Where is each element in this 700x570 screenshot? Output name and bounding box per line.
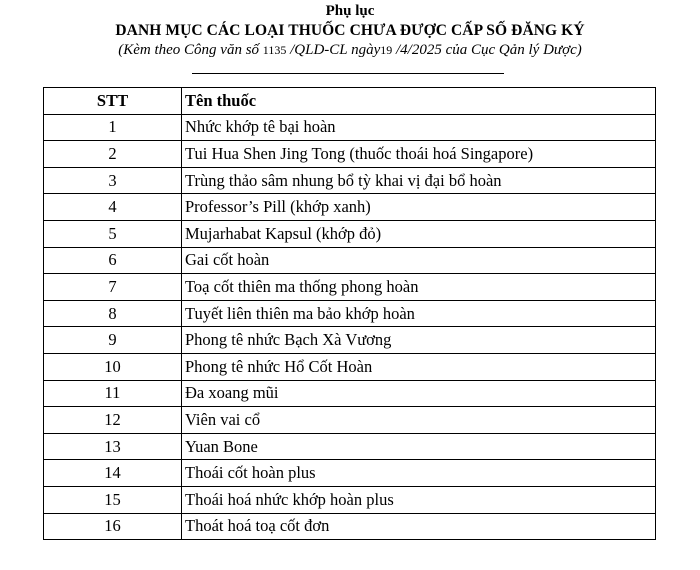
row-number: 14	[44, 460, 182, 487]
drug-name: Gai cốt hoàn	[182, 247, 656, 274]
row-number: 11	[44, 380, 182, 407]
row-number: 16	[44, 513, 182, 540]
document-number: 1135	[262, 43, 287, 57]
row-number: 9	[44, 327, 182, 354]
table-row	[44, 141, 656, 168]
row-number: 15	[44, 486, 182, 513]
table-row	[44, 353, 656, 380]
row-number: 10	[44, 353, 182, 380]
drug-name: Phong tê nhức Hổ Cốt Hoàn	[182, 353, 656, 380]
drug-name: Đa xoang mũi	[182, 380, 656, 407]
reference-subtitle	[0, 40, 700, 60]
row-number: 7	[44, 274, 182, 301]
row-number: 6	[44, 247, 182, 274]
drug-name: Toạ cốt thiên ma thống phong hoàn	[182, 274, 656, 301]
appendix-title: Phụ lục	[325, 3, 375, 19]
table-row	[44, 460, 656, 487]
drug-name: Yuan Bone	[182, 433, 656, 460]
drug-list-table	[43, 87, 656, 540]
drug-name: Thoái cốt hoàn plus	[182, 460, 656, 487]
table-row	[44, 167, 656, 194]
table-row	[44, 513, 656, 540]
column-header-stt: STT	[44, 88, 182, 115]
document-header	[0, 2, 700, 60]
row-number: 5	[44, 220, 182, 247]
table-row	[44, 407, 656, 434]
drug-name: Phong tê nhức Bạch Xà Vương	[182, 327, 656, 354]
drug-name: Mujarhabat Kapsul (khớp đỏ)	[182, 220, 656, 247]
row-number: 8	[44, 300, 182, 327]
table-row	[44, 220, 656, 247]
list-title: DANH MỤC CÁC LOẠI THUỐC CHƯA ĐƯỢC CẤP SỐ ĐĂNG KÝ	[115, 22, 585, 39]
table-row	[44, 300, 656, 327]
row-number: 13	[44, 433, 182, 460]
subtitle-text-2: /QLD-CL ngày	[286, 42, 381, 58]
row-number: 1	[44, 114, 182, 141]
row-number: 3	[44, 167, 182, 194]
table-row	[44, 114, 656, 141]
subtitle-text-3: /4/2025 của Cục Qản lý Dược)	[392, 42, 582, 58]
drug-name: Thoái hoá nhức khớp hoàn plus	[182, 486, 656, 513]
header-divider	[192, 73, 504, 74]
drug-name: Trùng thảo sâm nhung bổ tỳ khai vị đại bổ hoàn	[182, 167, 656, 194]
drug-name: Viên vai cổ	[182, 407, 656, 434]
row-number: 12	[44, 407, 182, 434]
subtitle-text-1: (Kèm theo Công văn số	[118, 42, 263, 58]
drug-name: Tui Hua Shen Jing Tong (thuốc thoái hoá Singapore)	[182, 141, 656, 168]
table-row	[44, 194, 656, 221]
table-header-row	[44, 88, 656, 115]
drug-name: Thoát hoá toạ cốt đơn	[182, 513, 656, 540]
row-number: 4	[44, 194, 182, 221]
document-day: 19	[380, 43, 393, 57]
table-row	[44, 327, 656, 354]
table-row	[44, 486, 656, 513]
drug-name: Tuyết liên thiên ma bảo khớp hoàn	[182, 300, 656, 327]
column-header-name: Tên thuốc	[182, 88, 656, 115]
table-row	[44, 380, 656, 407]
table-row	[44, 433, 656, 460]
table-row	[44, 247, 656, 274]
drug-name: Professor’s Pill (khớp xanh)	[182, 194, 656, 221]
row-number: 2	[44, 141, 182, 168]
table-row	[44, 274, 656, 301]
drug-name: Nhức khớp tê bại hoàn	[182, 114, 656, 141]
